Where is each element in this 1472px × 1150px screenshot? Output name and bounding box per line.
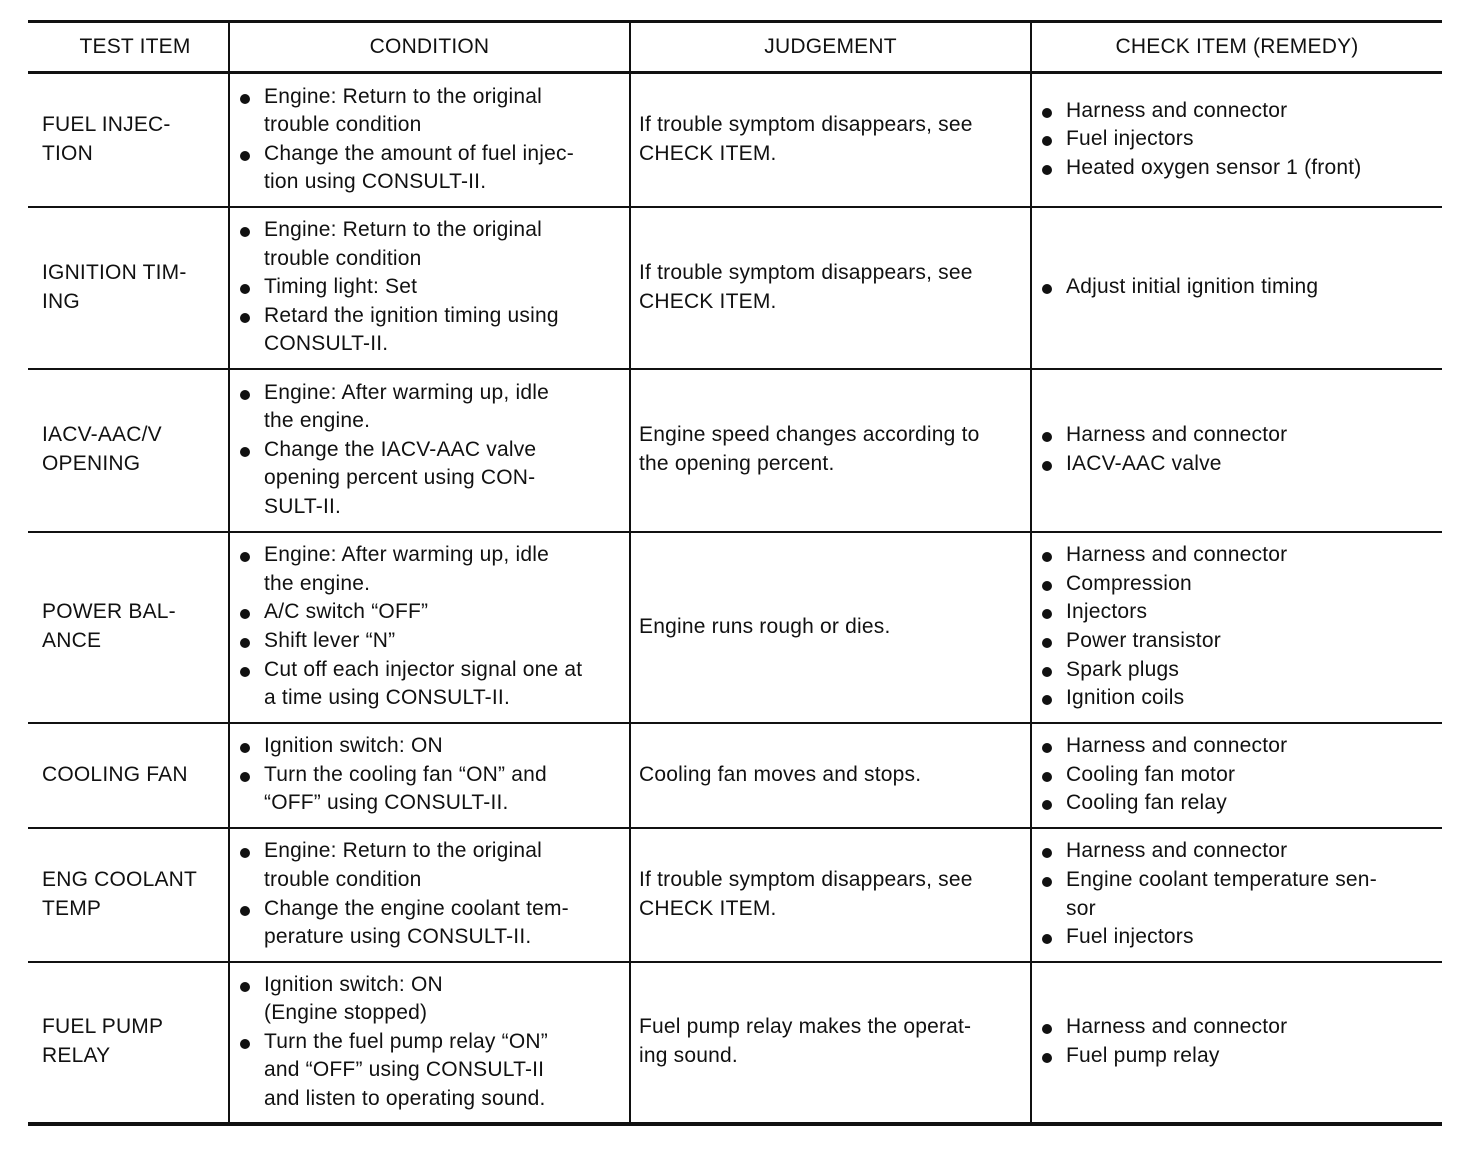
check-item-line: IACV-AAC valve [1066,452,1222,475]
judgement-cell [630,207,1031,369]
check-item-cell [1031,73,1442,207]
condition-line: Engine: After warming up, idle [264,380,549,404]
condition-list [238,541,621,713]
check-item [1040,627,1434,656]
condition-line: Shift lever “N” [264,629,396,652]
test-item-line: ENG COOLANT [42,867,198,891]
check-item-line: Harness and connector [1066,98,1288,122]
check-item-line: Compression [1066,571,1192,595]
condition-line: Change the amount of fuel injec- [264,141,574,165]
check-item-cell [1031,369,1442,532]
condition-line: Engine: Return to the original [264,839,543,863]
check-item-line: Harness and connector [1066,1015,1288,1039]
test-item-line: FUEL PUMP [42,1015,164,1039]
check-item-list [1040,97,1434,183]
check-item [1040,923,1434,952]
header-check-item: CHECK ITEM (REMEDY) [1031,22,1442,73]
test-item-cell [28,73,229,207]
check-item-list [1040,541,1434,713]
check-item [1040,837,1434,866]
condition-cell [229,828,630,962]
condition-cell [229,207,630,369]
condition-item [238,379,621,436]
check-item-line: Fuel injectors [1066,925,1194,949]
judgement-line: If trouble symptom disappears, see [639,260,973,284]
condition-line: and listen to operating sound. [264,1086,546,1110]
check-item-line: Adjust initial ignition timing [1066,275,1319,299]
judgement-cell [630,828,1031,962]
active-test-table [28,20,1442,1126]
check-item-line: Fuel injectors [1066,127,1194,151]
header-row [28,22,1442,73]
check-item-line: Fuel pump relay [1066,1044,1220,1067]
check-item [1040,450,1434,479]
judgement-line: CHECK ITEM. [639,896,777,920]
judgement-cell [630,532,1031,723]
table-row [28,723,1442,828]
condition-item [238,436,621,522]
condition-line: opening percent using CON- [264,466,536,490]
condition-line: the engine. [264,409,371,433]
header-judgement: JUDGEMENT [630,22,1031,73]
test-item-line: FUEL INJEC- [42,113,171,137]
condition-line: trouble condition [264,246,422,270]
check-item-line: sor [1066,896,1096,920]
judgement-cell [630,73,1031,207]
condition-line: and “OFF” using CONSULT-II [264,1058,545,1082]
condition-line: the engine. [264,571,371,595]
table-row [28,532,1442,723]
check-item-line: Harness and connector [1066,543,1288,567]
condition-line: Turn the fuel pump relay “ON” [264,1029,548,1053]
test-item-line: POWER BAL- [42,600,176,624]
table-row [28,828,1442,962]
judgement-cell [630,723,1031,828]
check-item [1040,789,1434,818]
condition-item [238,273,621,302]
check-item [1040,421,1434,450]
condition-item [238,598,621,627]
condition-cell [229,723,630,828]
condition-list [238,971,621,1114]
condition-line: Timing light: Set [264,275,418,299]
condition-item [238,761,621,818]
condition-line: Change the IACV-AAC valve [264,437,537,461]
condition-cell [229,532,630,723]
condition-list [238,83,621,197]
check-item [1040,866,1434,923]
condition-line: Ignition switch: ON [264,734,443,758]
table-row [28,369,1442,532]
condition-line: trouble condition [264,113,422,137]
test-item-line: COOLING FAN [42,762,188,786]
condition-line: SULT-II. [264,494,342,518]
test-item-line: RELAY [42,1044,111,1067]
condition-item [238,541,621,598]
header-condition: CONDITION [229,22,630,73]
condition-item [238,1028,621,1114]
check-item-list [1040,837,1434,951]
check-item-cell [1031,532,1442,723]
judgement-line: the opening percent. [639,452,835,475]
test-item-cell [28,369,229,532]
check-item-line: Harness and connector [1066,839,1288,863]
check-item [1040,541,1434,570]
condition-item [238,140,621,197]
condition-item [238,732,621,761]
check-item-line: Harness and connector [1066,734,1288,758]
condition-line: (Engine stopped) [264,1001,428,1025]
check-item-line: Harness and connector [1066,423,1288,447]
table-row [28,962,1442,1124]
judgement-line: CHECK ITEM. [639,289,777,313]
condition-cell [229,73,630,207]
test-item-cell [28,207,229,369]
condition-item [238,216,621,273]
condition-line: A/C switch “OFF” [264,600,429,624]
judgement-line: Fuel pump relay makes the operat- [639,1015,972,1039]
condition-list [238,379,621,522]
table-body [28,73,1442,1124]
check-item [1040,684,1434,713]
condition-line: CONSULT-II. [264,332,389,356]
check-item [1040,125,1434,154]
judgement-line: If trouble symptom disappears, see [639,867,973,891]
test-item-line: IACV-AAC/V [42,423,162,447]
check-item-line: Ignition coils [1066,686,1185,710]
check-item-list [1040,1013,1434,1070]
check-item-list [1040,732,1434,818]
condition-item [238,971,621,1028]
judgement-line: ing sound. [639,1044,738,1067]
judgement-cell [630,369,1031,532]
check-item-line: Heated oxygen sensor 1 (front) [1066,156,1362,180]
judgement-line: CHECK ITEM. [639,141,777,165]
check-item-line: Power transistor [1066,629,1221,652]
check-item-cell [1031,828,1442,962]
test-item-cell [28,723,229,828]
check-item [1040,570,1434,599]
table-row [28,207,1442,369]
check-item [1040,732,1434,761]
test-item-cell [28,962,229,1124]
check-item [1040,598,1434,627]
check-item [1040,97,1434,126]
condition-line: tion using CONSULT-II. [264,170,487,194]
condition-line: Engine: Return to the original [264,84,543,108]
test-item-line: IGNITION TIM- [42,260,187,284]
condition-line: Ignition switch: ON [264,972,443,996]
table-row [28,73,1442,207]
test-item-line: ANCE [42,629,102,652]
condition-line: Turn the cooling fan “ON” and [264,762,547,786]
test-item-line: ING [42,289,80,313]
check-item-cell [1031,723,1442,828]
check-item [1040,273,1434,302]
check-item-line: Spark plugs [1066,657,1180,681]
condition-cell [229,962,630,1124]
judgement-line: Engine speed changes according to [639,423,980,447]
check-item-line: Engine coolant temperature sen- [1066,867,1377,891]
condition-line: Cut off each injector signal one at [264,657,583,681]
check-item-line: Cooling fan relay [1066,791,1227,815]
judgement-cell [630,962,1031,1124]
check-item [1040,656,1434,685]
condition-item [238,302,621,359]
condition-line: Engine: After warming up, idle [264,543,549,567]
check-item-cell [1031,207,1442,369]
condition-item [238,83,621,140]
condition-line: a time using CONSULT-II. [264,686,510,710]
check-item-list [1040,273,1434,302]
judgement-line: Engine runs rough or dies. [639,614,891,638]
condition-item [238,895,621,952]
condition-line: trouble condition [264,867,422,891]
condition-line: Change the engine coolant tem- [264,896,569,920]
check-item-line: Injectors [1066,600,1148,624]
check-item-line: Cooling fan motor [1066,762,1236,786]
condition-list [238,837,621,951]
condition-line: Retard the ignition timing using [264,303,559,327]
condition-item [238,656,621,713]
test-item-line: TEMP [42,896,102,920]
condition-line: perature using CONSULT-II. [264,925,532,949]
check-item [1040,761,1434,790]
judgement-line: If trouble symptom disappears, see [639,113,973,137]
check-item-cell [1031,962,1442,1124]
test-item-cell [28,828,229,962]
judgement-line: Cooling fan moves and stops. [639,762,922,786]
header-test-item: TEST ITEM [28,22,229,73]
condition-line: “OFF” using CONSULT-II. [264,791,509,815]
test-item-cell [28,532,229,723]
condition-item [238,837,621,894]
condition-item [238,627,621,656]
test-item-line: OPENING [42,452,141,475]
test-item-line: TION [42,141,93,165]
check-item [1040,154,1434,183]
condition-line: Engine: Return to the original [264,218,543,242]
check-item-list [1040,421,1434,478]
condition-cell [229,369,630,532]
condition-list [238,216,621,359]
check-item [1040,1013,1434,1042]
condition-list [238,732,621,818]
check-item [1040,1042,1434,1071]
